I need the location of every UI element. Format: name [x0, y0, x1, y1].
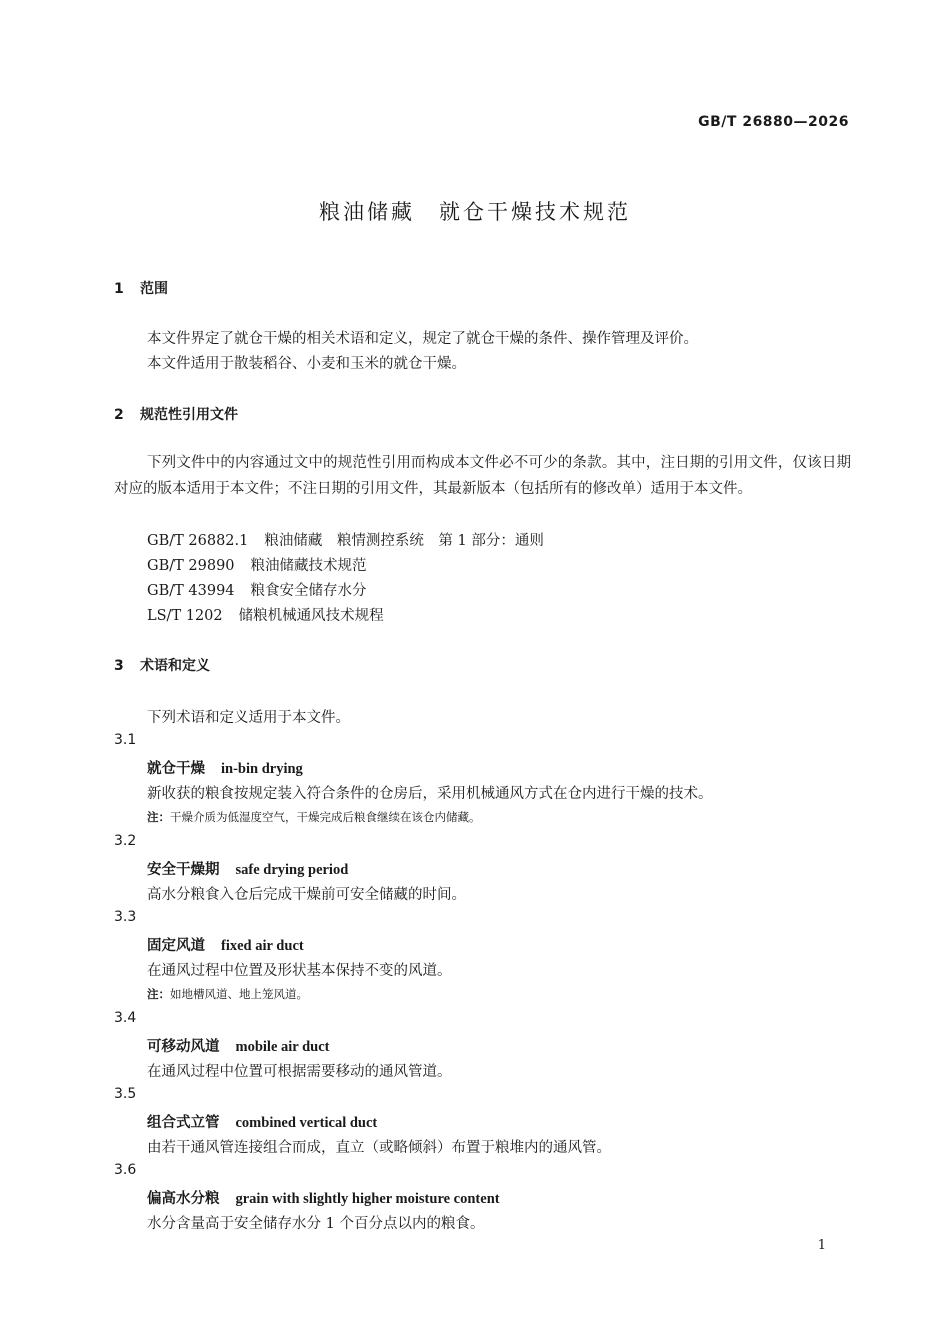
- term-number: 3.1: [114, 732, 137, 748]
- term-number: 3.6: [114, 1162, 137, 1178]
- document-title: 粮油储藏 就仓干燥技术规范: [319, 200, 631, 224]
- term-heading: [147, 1035, 329, 1056]
- term-number: 3.5: [114, 1086, 137, 1102]
- reference-code: GB/T 43994: [147, 583, 235, 599]
- term-number: 3.2: [114, 833, 137, 849]
- term-zh: 固定风道: [147, 938, 205, 954]
- standard-number: GB/T 26880—2026: [698, 114, 849, 130]
- term-heading: [147, 757, 303, 778]
- term-definition: 高水分粮食入仓后完成干燥前可安全储藏的时间。: [147, 887, 466, 903]
- paragraph: 下列术语和定义适用于本文件。: [147, 710, 350, 726]
- term-number: 3.4: [114, 1010, 137, 1026]
- reference-code: GB/T 26882.1: [147, 533, 249, 549]
- term-definition: 新收获的粮食按规定装入符合条件的仓房后，采用机械通风方式在仓内进行干燥的技术。: [147, 786, 713, 802]
- term-en: safe drying period: [235, 862, 349, 878]
- reference-item: [147, 604, 384, 625]
- reference-code: GB/T 29890: [147, 558, 235, 574]
- section-3-heading: [114, 655, 210, 675]
- section-title: 规范性引用文件: [140, 407, 238, 423]
- section-number: 2: [114, 407, 124, 423]
- term-note: [147, 809, 481, 825]
- reference-title: 粮油储藏 粮情测控系统 第 1 部分：通则: [264, 533, 544, 549]
- term-heading: [147, 858, 348, 879]
- term-heading: [147, 1187, 500, 1208]
- section-1-heading: [114, 278, 168, 298]
- term-zh: 偏高水分粮: [147, 1191, 220, 1207]
- term-en: grain with slightly higher moisture content: [235, 1191, 500, 1207]
- term-definition: 在通风过程中位置及形状基本保持不变的风道。: [147, 963, 452, 979]
- reference-item: [147, 529, 544, 550]
- reference-title: 粮食安全储存水分: [250, 583, 367, 599]
- term-zh: 组合式立管: [147, 1115, 220, 1131]
- term-note: [147, 986, 308, 1002]
- section-title: 术语和定义: [140, 658, 210, 674]
- note-label: 注：: [147, 810, 170, 824]
- term-number: 3.3: [114, 909, 137, 925]
- term-definition: 水分含量高于安全储存水分 1 个百分点以内的粮食。: [147, 1216, 485, 1232]
- page-number: 1: [817, 1238, 826, 1253]
- paragraph: 本文件适用于散装稻谷、小麦和玉米的就仓干燥。: [147, 356, 466, 372]
- term-heading: [147, 934, 304, 955]
- term-definition: 由若干通风管连接组合而成，直立（或略倾斜）布置于粮堆内的通风管。: [147, 1140, 611, 1156]
- note-label: 注：: [147, 987, 170, 1001]
- note-text: 如地槽风道、地上笼风道。: [170, 987, 308, 1001]
- reference-item: [147, 554, 367, 575]
- section-2-heading: [114, 404, 238, 424]
- section-number: 1: [114, 281, 124, 297]
- paragraph: 本文件界定了就仓干燥的相关术语和定义，规定了就仓干燥的条件、操作管理及评价。: [147, 331, 698, 347]
- note-text: 干燥介质为低湿度空气，干燥完成后粮食继续在该仓内储藏。: [170, 810, 481, 824]
- reference-title: 储粮机械通风技术规程: [238, 608, 384, 624]
- term-en: in-bin drying: [221, 761, 303, 777]
- term-definition: 在通风过程中位置可根据需要移动的通风管道。: [147, 1064, 452, 1080]
- term-heading: [147, 1111, 377, 1132]
- term-en: combined vertical duct: [235, 1115, 378, 1131]
- section-title: 范围: [140, 281, 168, 297]
- term-zh: 安全干燥期: [147, 862, 220, 878]
- term-zh: 可移动风道: [147, 1039, 220, 1055]
- reference-title: 粮油储藏技术规范: [250, 558, 367, 574]
- reference-item: [147, 579, 367, 600]
- paragraph: 下列文件中的内容通过文中的规范性引用而构成本文件必不可少的条款。其中，注日期的引用文件，仅该日期对应的版本适用于本文件；不注日期的引用文件，其最新版本（包括所有的修改单）适用于本文件。: [114, 455, 851, 497]
- term-en: fixed air duct: [221, 938, 304, 954]
- term-zh: 就仓干燥: [147, 761, 205, 777]
- term-en: mobile air duct: [235, 1039, 330, 1055]
- section-number: 3: [114, 658, 124, 674]
- reference-code: LS/T 1202: [147, 608, 223, 624]
